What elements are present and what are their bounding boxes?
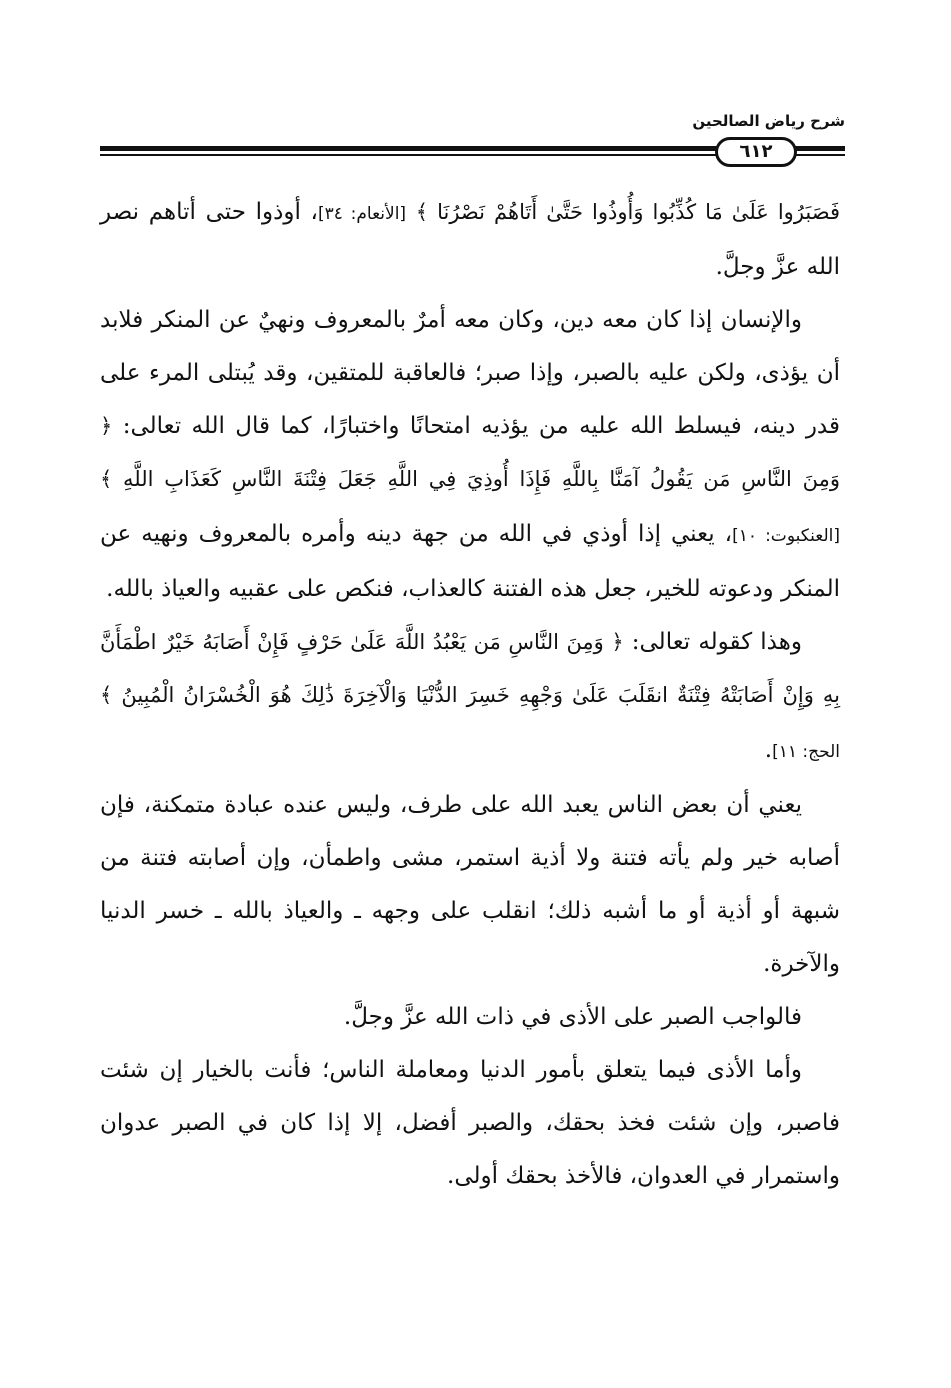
paragraph-text: وهذا كقوله تعالى:: [623, 629, 802, 655]
paragraph-text: فالواجب الصبر على الأذى في ذات الله عزَّ وجلَّ.: [343, 1004, 802, 1030]
paragraph-5: [100, 991, 840, 1044]
page-body: [100, 186, 840, 1203]
paragraph-3: [100, 616, 840, 779]
quran-verse: ﴿ وَمِنَ النَّاسِ مَن يَعْبُدُ اللَّهَ عَلَىٰ حَرْفٍ فَإِنْ أَصَابَهُ خَيْرٌ اطْمَأَنَّ بِهِ وَإِنْ أَصَابَتْهُ فِتْنَةٌ انقَلَبَ عَلَىٰ وَجْهِهِ خَسِرَ الدُّنْيَا وَالْآخِرَةَ ذَٰلِكَ هُوَ الْخُسْرَانُ الْمُبِينُ ﴾: [100, 630, 840, 707]
paragraph-text: ، أوذوا حتى أتاهم نصر الله عزَّ وجلَّ.: [100, 199, 840, 280]
paragraph-1: [100, 186, 840, 294]
paragraph-text: يعني أن بعض الناس يعبد الله على طرف، وليس عنده عبادة متمكنة، فإن أصابه خير ولم يأته فتنة ولا أذية استمر، مشى واطمأن، وإن أصابته فتنة من شبهة أو أذية أو ما أشبه ذلك؛ انقلب على وجهه ـ والعياذ بالله ـ خسر الدنيا والآخرة.: [100, 792, 840, 977]
paragraph-text: .: [764, 737, 773, 763]
paragraph-text: ، يعني إذا أوذي في الله من جهة دينه وأمره بالمعروف ونهيه عن المنكر ودعوته للخير، جعل هذه الفتنة كالعذاب، فنكص على عقبيه والعياذ بالله.: [100, 521, 840, 602]
paragraph-4: [100, 779, 840, 991]
page-header: [100, 112, 845, 172]
paragraph-text: وأما الأذى فيما يتعلق بأمور الدنيا ومعاملة الناس؛ فأنت بالخيار إن شئت فاصبر، وإن شئت فخذ بحقك، والصبر أفضل، إلا إذا كان في الصبر عدوان واستمرار في العدوان، فالأخذ بحقك أولى.: [100, 1057, 840, 1189]
header-title: شرح رياض الصالحين: [692, 112, 845, 130]
quran-verse: ﴿ وَمِنَ النَّاسِ مَن يَقُولُ آمَنَّا بِاللَّهِ فَإِذَا أُوذِيَ فِي اللَّهِ جَعَلَ فِتْنَةَ النَّاسِ كَعَذَابِ اللَّهِ ﴾: [100, 414, 840, 491]
paragraph-2: [100, 294, 840, 616]
verse-reference: الحج: ١١]: [772, 742, 840, 762]
quran-verse: فَصَبَرُوا عَلَىٰ مَا كُذِّبُوا وَأُوذُوا حَتَّىٰ أَتَاهُمْ نَصْرُنَا ﴾: [415, 200, 840, 224]
verse-reference: [العنكبوت: ١٠]: [732, 526, 840, 546]
verse-reference: [الأنعام: ٣٤]: [317, 204, 407, 224]
paragraph-text: والإنسان إذا كان معه دين، وكان معه أمرٌ بالمعروف ونهيٌ عن المنكر فلابد أن يؤذى، ولكن عليه بالصبر، وإذا صبر؛ فالعاقبة للمتقين، وقد يُبتلى المرء على قدر دينه، فيسلط الله عليه من يؤذيه امتحانًا واختبارًا، كما قال الله تعالى:: [100, 307, 840, 439]
page-number: ٦١٢: [715, 137, 797, 167]
paragraph-6: [100, 1044, 840, 1203]
